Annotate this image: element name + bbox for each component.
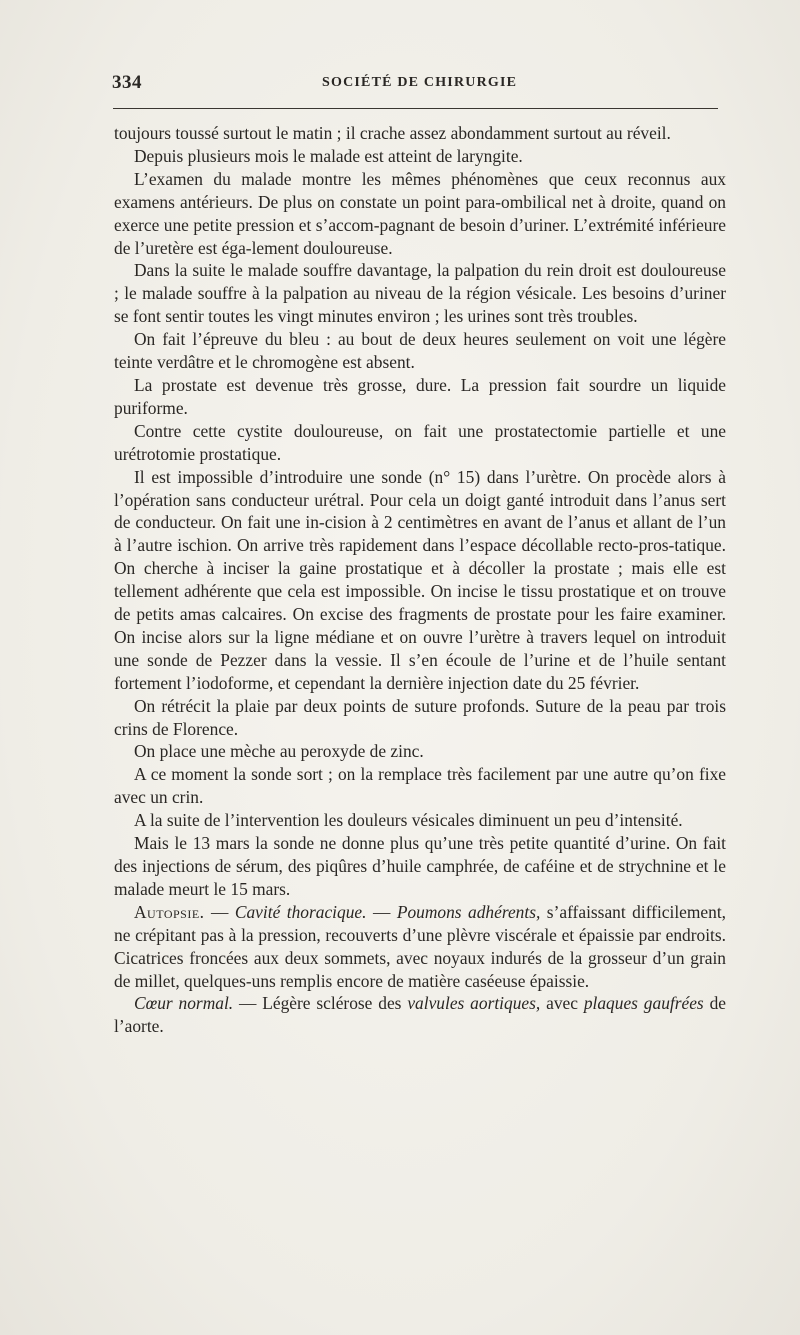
coeur-text-2: avec — [540, 993, 584, 1014]
paragraph-5: On fait l’épreuve du bleu : au bout de deux heures seulement on voit une légère teinte verdâtre et le chromogène est absent. — [114, 329, 726, 373]
paragraph-autopsie — [114, 901, 726, 993]
running-head: SOCIÉTÉ DE CHIRURGIE — [322, 75, 518, 90]
page-header — [112, 72, 724, 98]
paragraph-4: Dans la suite le malade souffre davantage, la palpation du rein droit est douloureuse ; le malade souffre à la palpation au niveau de la région vésicale. Les besoins d’uriner se font sentir toutes les vingt minutes environ ; les urines sont très troubles. — [114, 260, 726, 327]
plaques-text: plaques gaufrées — [583, 993, 704, 1014]
paragraph-6: La prostate est devenue très grosse, dure. La pression fait sourdre un liquide puriforme. — [114, 374, 726, 418]
paragraph-3: L’examen du malade montre les mêmes phénomènes que ceux reconnus aux examens antérieurs. De plus on constate un point para-ombilical net à droite, quand on exerce une petite pression et s’accom-pagnant de besoin d’uriner. L’extrémité inférieure de l’uretère est éga-lement douloureuse. — [114, 168, 726, 258]
paragraph-10: On place une mèche au peroxyde de zinc. — [134, 741, 424, 762]
autopsie-label: Autopsie. — [134, 901, 205, 922]
autopsie-dash-2: — — [366, 901, 397, 922]
paragraph-9: On rétrécit la plaie par deux points de suture profonds. Suture de la peau par trois crins de Florence. — [114, 695, 726, 739]
paragraph-12: A la suite de l’intervention les douleurs vésicales diminuent un peu d’intensité. — [134, 810, 683, 831]
coeur-heading: Cœur normal. — [134, 993, 234, 1014]
poumons-text: s’affaissant difficilement, ne crépitant pas à la pression, recouverts d’une plèvre viscérale et épaissie par endroits. Cicatrices froncées aux deux sommets, avec noyaux indurés de la grosseur d’un grain de millet, quelques-uns remplis encore de matière caséeuse épaissie. — [114, 901, 727, 991]
paragraph-8: Il est impossible d’introduire une sonde (n° 15) dans l’urètre. On procède alors à l’opération sans conducteur urétral. Pour cela un doigt ganté introduit dans l’anus sert de conducteur. On fait une in-cision à 2 centimètres en avant de l’anus et allant de l’un à l’autre ischion. On arrive très rapidement dans l’espace décollable recto-pros-tatique. On cherche à inciser la gaine prostatique et à décoller la prostate ; mais elle est tellement adhérente que cela est impossible. On incise le tissu prostatique et on trouve de petits amas calcaires. On excise des fragments de prostate pour les faire examiner. On incise alors sur la ligne médiane et on ouvre l’urètre à travers lequel on introduit une sonde de Pezzer dans la vessie. Il s’en écoule de l’urine et de l’huile sentant fortement l’iodoforme, et cependant la dernière injection date du 25 février. — [114, 466, 726, 693]
paragraph-1: toujours toussé surtout le matin ; il crache assez abondamment surtout au réveil. — [114, 123, 671, 143]
poumons-heading: Poumons adhérents, — [396, 901, 541, 922]
cavite-thoracique-heading: Cavité thoracique. — [234, 901, 367, 922]
valvules-text: valvules aortiques, — [407, 993, 541, 1014]
paragraph-coeur — [114, 992, 726, 1038]
coeur-text-3: de l’aorte. — [114, 993, 726, 1037]
header-rule — [113, 108, 718, 109]
coeur-text-1: — Légère sclérose des — [233, 993, 408, 1014]
paragraph-7: Contre cette cystite douloureuse, on fait une prostatectomie partielle et une urétrotomie prostatique. — [114, 420, 726, 464]
paragraph-11: A ce moment la sonde sort ; on la remplace très facilement par une autre qu’on fixe avec un crin. — [114, 764, 726, 808]
autopsie-dash-1: — — [204, 901, 235, 922]
paragraph-2: Depuis plusieurs mois le malade est atteint de laryngite. — [134, 145, 523, 166]
body-text — [114, 122, 726, 1038]
paragraph-13: Mais le 13 mars la sonde ne donne plus qu’une très petite quantité d’urine. On fait des injections de sérum, des piqûres d’huile camphrée, de caféine et de strychnine et le malade meurt le 15 mars. — [114, 833, 726, 899]
page-number: 334 — [112, 72, 142, 93]
